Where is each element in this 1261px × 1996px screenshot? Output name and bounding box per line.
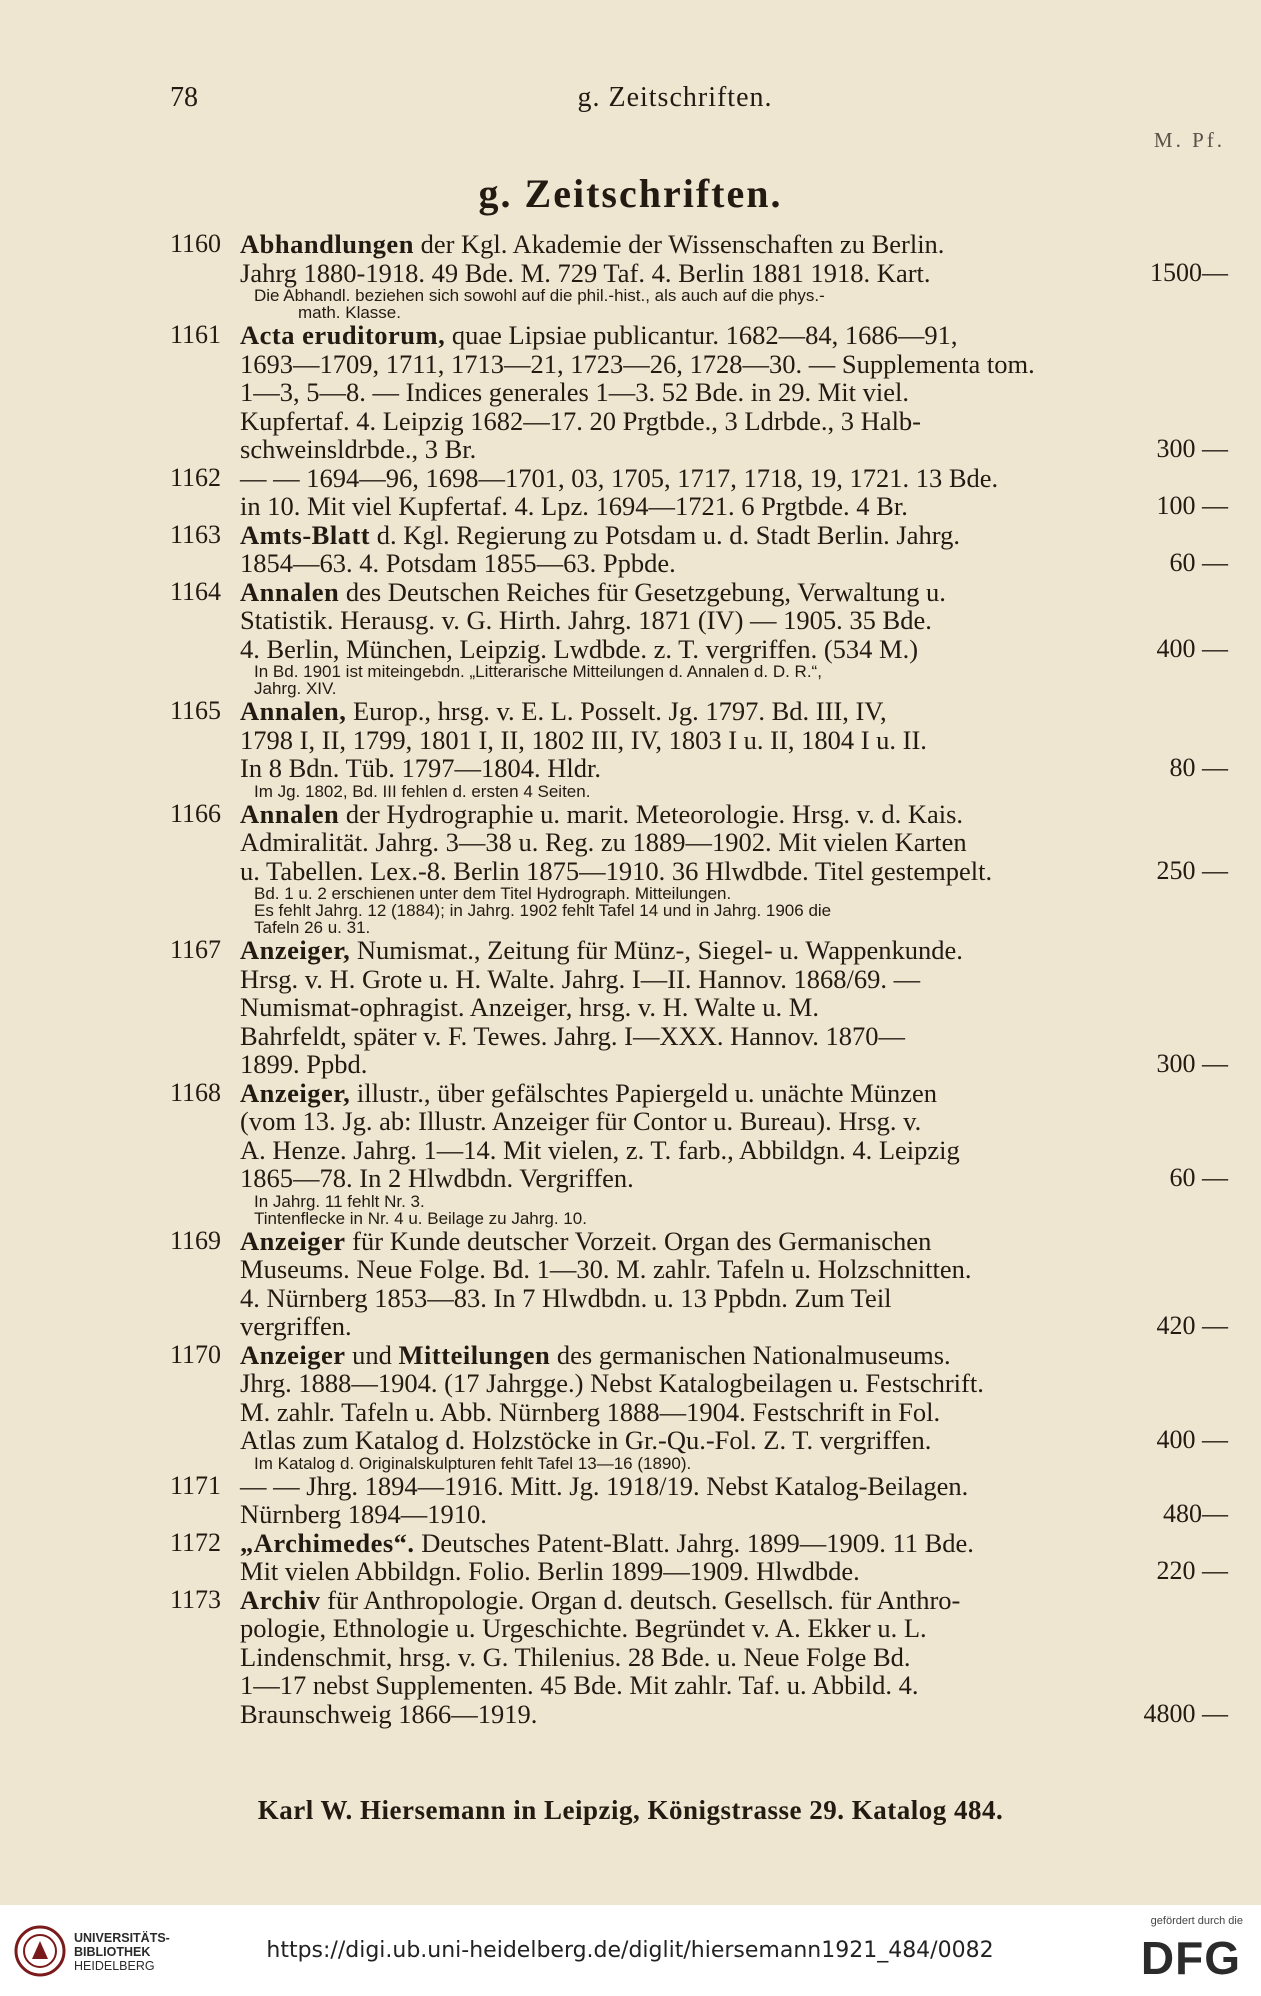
entry-number: 1166 (170, 798, 222, 828)
entry-text-line (240, 1398, 1228, 1427)
entry-text: (vom 13. Jg. ab: Illustr. Anzeiger für Contor u. Bureau). Hrsg. v. (240, 1106, 922, 1136)
entry-note: Es fehlt Jahrg. 12 (1884); in Jahrg. 1902 fehlt Tafel 14 und in Jahrg. 1906 die (254, 901, 832, 920)
entry-text: Jhrg. 1888—1904. (17 Jahrgge.) Nebst Katalogbeilagen u. Festschrift. (240, 1368, 984, 1398)
entry-text-line (240, 965, 1228, 994)
entry-text: Kupfertaf. 4. Leipzig 1682—17. 20 Prgtbde., 3 Ldrbde., 3 Halb- (240, 405, 922, 436)
entry-text-line (240, 321, 1228, 350)
entry-number: 1161 (170, 320, 222, 349)
catalog-entry (170, 521, 1228, 578)
entry-price: 480— (1163, 1499, 1228, 1528)
entry-text: Europ., hrsg. v. E. L. Posselt. Jg. 1797. Bd. III, IV, (346, 696, 887, 726)
entry-number: 1170 (170, 1339, 222, 1369)
entry-note: Im Jg. 1802, Bd. III fehlen d. ersten 4 Seiten. (254, 781, 591, 801)
entry-text-line (240, 936, 1228, 965)
entry-price: 250 — (1156, 855, 1228, 885)
entry-title: Anzeiger, (240, 1077, 351, 1108)
entry-text: Deutsches Patent-Blatt. Jahrg. 1899—1909. 11 Bde. (414, 1527, 974, 1558)
entry-text: für Kunde deutscher Vorzeit. Organ des Germanischen (345, 1225, 932, 1256)
entry-number: 1164 (170, 576, 222, 606)
entry-price: 420 — (1156, 1311, 1228, 1340)
running-head (170, 82, 1180, 114)
entry-note: Im Katalog d. Originalskulpturen fehlt Tafel 13—16 (1890). (254, 1453, 692, 1473)
entry-text-line (240, 726, 1228, 755)
entry-text-line (240, 800, 1228, 829)
catalog-entry (170, 464, 1228, 521)
entry-number: 1165 (170, 696, 222, 725)
entry-text-line (240, 578, 1228, 607)
entry-text-line (240, 754, 1228, 783)
entry-price: 60 — (1169, 548, 1228, 577)
entry-note: Tintenflecke in Nr. 4 u. Beilage zu Jahrg. 10. (254, 1208, 587, 1228)
entry-text: der Hydrographie u. marit. Meteorologie. Hrsg. v. d. Kais. (339, 798, 964, 829)
entry-text: quae Lipsiae publicantur. 1682—84, 1686—91, (445, 320, 958, 350)
entry-number: 1162 (170, 462, 222, 492)
entry-text-line (240, 1426, 1228, 1455)
entry-text: A. Henze. Jahrg. 1—14. Mit vielen, z. T. farb., Abbildgn. 4. Leipzig (240, 1134, 960, 1165)
entry-title: Archiv (240, 1584, 321, 1615)
entry-text-line (240, 635, 1228, 664)
entry-price: 1500— (1150, 257, 1228, 287)
entry-text: des Deutschen Reiches für Gesetzgebung, Verwaltung u. (339, 576, 946, 607)
entry-text: der Kgl. Akademie der Wissenschaften zu Berlin. (413, 229, 945, 259)
entry-text-line (240, 1500, 1228, 1529)
entry-price: 100 — (1156, 491, 1228, 520)
entry-text: 1899. Ppbd. (240, 1049, 368, 1079)
catalog-entry (170, 578, 1228, 698)
entry-text: 1—17 nebst Supplementen. 45 Bde. Mit zahlr. Taf. u. Abbild. 4. (240, 1670, 919, 1700)
entry-text-line (240, 1643, 1228, 1672)
funded-by-label: gefördert durch die (1150, 1915, 1243, 1927)
entry-text: In 8 Bdn. Tüb. 1797—1804. Hldr. (240, 753, 601, 783)
catalog-entry (170, 1586, 1228, 1729)
entry-title: Amts-Blatt (240, 519, 371, 550)
entry-price: 60 — (1169, 1163, 1228, 1192)
entry-text-line (240, 1312, 1228, 1341)
entry-number: 1171 (170, 1470, 222, 1500)
entry-number: 1172 (170, 1527, 222, 1557)
entry-note: In Jahrg. 11 fehlt Nr. 3. (254, 1191, 425, 1211)
catalog-entry (170, 697, 1228, 800)
entry-text: Museums. Neue Folge. Bd. 1—30. M. zahlr. Tafeln u. Holzschnitten. (240, 1254, 972, 1284)
entry-text: vergriffen. (240, 1311, 352, 1341)
entry-note: Die Abhandl. beziehen sich sowohl auf die phil.-hist., als auch auf die phys.- (254, 286, 825, 305)
permalink-url[interactable]: https://digi.ub.uni-heidelberg.de/diglit/hiersemann1921_484/0082 (266, 1938, 994, 1963)
entry-note: math. Klasse. (298, 303, 401, 322)
catalog-entry (170, 1529, 1228, 1586)
entry-text-line (240, 606, 1228, 635)
entry-text: 4. Berlin, München, Leipzig. Lwdbde. z. T. vergriffen. (534 M.) (240, 633, 919, 664)
entry-number: 1167 (170, 935, 222, 964)
entry-title: Mitteilungen (398, 1339, 551, 1370)
entry-text: und (345, 1339, 399, 1370)
entry-title: Anzeiger (240, 1225, 346, 1256)
entry-title: Annalen (240, 576, 340, 607)
entry-text: 1865—78. In 2 Hlwdbdn. Vergriffen. (240, 1163, 634, 1193)
entry-title: Anzeiger (240, 1339, 346, 1370)
entry-price: 4800 — (1143, 1698, 1228, 1728)
library-name-line-3: HEIDELBERG (74, 1959, 155, 1973)
entry-title: Annalen (240, 798, 340, 829)
entry-text: des germanischen Nationalmuseums. (550, 1339, 951, 1370)
entry-text-line (240, 1050, 1228, 1079)
entry-text-line (240, 1107, 1228, 1136)
entry-text: M. zahlr. Tafeln u. Abb. Nürnberg 1888—1904. Festschrift in Fol. (240, 1396, 941, 1427)
entry-text: schweinsldrbde., 3 Br. (240, 434, 477, 464)
entry-title: Anzeiger, (240, 935, 351, 965)
entry-text: 1798 I, II, 1799, 1801 I, II, 1802 III, IV, 1803 I u. II, 1804 I u. II. (240, 724, 927, 755)
entry-text: illustr., über gefälschtes Papiergeld u. unächte Münzen (350, 1077, 937, 1108)
catalog-entries (170, 230, 1228, 1728)
entry-text-line (240, 1614, 1228, 1643)
running-title: g. Zeitschriften. (577, 82, 773, 113)
entry-text-line (240, 407, 1228, 436)
entry-note: Tafeln 26 u. 31. (254, 918, 371, 937)
entry-text: Admiralität. Jahrg. 3—38 u. Reg. zu 1889—1902. Mit vielen Karten (240, 827, 967, 857)
entry-text-line (240, 1164, 1228, 1193)
entry-text: 1—3, 5—8. — Indices generales 1—3. 52 Bde. in 29. Mit viel. (240, 377, 910, 407)
entry-text-line (240, 1227, 1228, 1256)
entry-text: — — 1694—96, 1698—1701, 03, 1705, 1717, 1718, 19, 1721. 13 Bde. (240, 462, 999, 493)
entry-price: 300 — (1156, 1049, 1228, 1078)
catalog-entry (170, 800, 1228, 937)
publisher-footer: Karl W. Hiersemann in Leipzig, Königstrasse 29. Katalog 484. (257, 1795, 1004, 1825)
entry-text: u. Tabellen. Lex.-8. Berlin 1875—1910. 36 Hlwdbde. Titel gestempelt. (240, 855, 993, 886)
entry-text-line (240, 259, 1228, 288)
entry-text-line (240, 1341, 1228, 1370)
catalog-entry (170, 1472, 1228, 1529)
entry-text: Numismat-ophragist. Anzeiger, hrsg. v. H. Walte u. M. (240, 992, 819, 1022)
entry-text-line (240, 1671, 1228, 1700)
entry-price: 220 — (1156, 1556, 1228, 1585)
entry-text-line (240, 857, 1228, 886)
library-name-line-1: UNIVERSITÄTS- (74, 1931, 170, 1945)
entry-price: 80 — (1169, 753, 1228, 782)
library-name-line-2: BIBLIOTHEK (74, 1945, 151, 1959)
entry-text: für Anthropologie. Organ d. deutsch. Gesellsch. für Anthro- (320, 1584, 961, 1615)
entry-text-line (240, 1079, 1228, 1108)
entry-text: 1693—1709, 1711, 1713—21, 1723—26, 1728—30. — Supplementa tom. (240, 348, 1035, 379)
entry-price: 400 — (1156, 633, 1228, 663)
viewer-bottom-bar (0, 1905, 1261, 1996)
entry-text: Bahrfeldt, später v. F. Tewes. Jahrg. I—XXX. Hannov. 1870— (240, 1020, 906, 1051)
dfg-logo: DFG (1140, 1932, 1241, 1984)
entry-note: Jahrg. XIV. (254, 679, 337, 698)
entry-text-line (240, 1700, 1228, 1729)
entry-text: Statistik. Herausg. v. G. Hirth. Jahrg. 1871 (IV) — 1905. 35 Bde. (240, 605, 932, 635)
entry-text: 1854—63. 4. Potsdam 1855—63. Ppbde. (240, 548, 676, 578)
entry-text-line (240, 1136, 1228, 1165)
library-name (74, 1931, 170, 1973)
entry-note: Bd. 1 u. 2 erschienen unter dem Titel Hydrograph. Mitteilungen. (254, 884, 732, 903)
entry-number: 1168 (170, 1077, 222, 1107)
entry-note: In Bd. 1901 ist miteingebdn. „Litterarische Mitteilungen d. Annalen d. D. R.“, (254, 662, 822, 681)
catalog-entry (170, 1227, 1228, 1341)
entry-text-line (240, 1586, 1228, 1615)
entry-text-line (240, 1529, 1228, 1558)
entry-text-line (240, 549, 1228, 578)
entry-text: d. Kgl. Regierung zu Potsdam u. d. Stadt Berlin. Jahrg. (370, 519, 960, 550)
entry-price: 300 — (1156, 434, 1228, 463)
entry-number: 1169 (170, 1225, 222, 1255)
entry-text: Mit vielen Abbildgn. Folio. Berlin 1899—1909. Hlwdbde. (240, 1556, 860, 1586)
entry-text-line (240, 828, 1228, 857)
heidelberg-university-seal-icon (14, 1925, 66, 1977)
catalog-entry (170, 230, 1228, 321)
entry-text-line (240, 230, 1228, 259)
entry-text-line (240, 1557, 1228, 1586)
entry-text: Numismat., Zeitung für Münz-, Siegel- u. Wappenkunde. (350, 935, 963, 965)
catalog-entry (170, 1341, 1228, 1472)
entry-number: 1163 (170, 519, 222, 549)
entry-text: Hrsg. v. H. Grote u. H. Walte. Jahrg. I—II. Hannov. 1868/69. — (240, 963, 921, 994)
section-title: g. Zeitschriften. (478, 171, 783, 216)
entry-text-line (240, 492, 1228, 521)
entry-text-line (240, 697, 1228, 726)
entry-text: Braunschweig 1866—1919. (240, 1698, 538, 1729)
page-number: 78 (170, 82, 198, 113)
entry-text-line (240, 1022, 1228, 1051)
entry-price: 400 — (1156, 1425, 1228, 1454)
catalog-entry (170, 936, 1228, 1079)
catalog-entry (170, 1079, 1228, 1227)
entry-text-line (240, 521, 1228, 550)
catalog-entry (170, 321, 1228, 464)
entry-number: 1160 (170, 229, 222, 258)
entry-title: „Archimedes“. (240, 1527, 415, 1558)
entry-title: Abhandlungen (240, 229, 414, 259)
entry-title: Acta eruditorum, (240, 320, 446, 350)
entry-text-line (240, 1284, 1228, 1313)
currency-column-header: M. Pf. (1153, 128, 1225, 152)
entry-text: pologie, Ethnologie u. Urgeschichte. Begründet v. A. Ekker u. L. (240, 1613, 927, 1643)
entry-text: Nürnberg 1894—1910. (240, 1499, 487, 1529)
entry-text-line (240, 1472, 1228, 1501)
entry-text: — — Jhrg. 1894—1916. Mitt. Jg. 1918/19. Nebst Katalog-Beilagen. (240, 1470, 969, 1501)
entry-text: Atlas zum Katalog d. Holzstöcke in Gr.-Qu.-Fol. Z. T. vergriffen. (240, 1425, 932, 1455)
entry-text: in 10. Mit viel Kupfertaf. 4. Lpz. 1694—1721. 6 Prgtbde. 4 Br. (240, 491, 908, 521)
entry-text: Jahrg 1880-1918. 49 Bde. M. 729 Taf. 4. Berlin 1881 1918. Kart. (240, 257, 931, 288)
entry-text-line (240, 350, 1228, 379)
entry-text-line (240, 1369, 1228, 1398)
entry-text-line (240, 378, 1228, 407)
entry-text: Lindenschmit, hrsg. v. G. Thilenius. 28 Bde. u. Neue Folge Bd. (240, 1641, 911, 1672)
entry-text-line (240, 464, 1228, 493)
entry-title: Annalen, (240, 696, 347, 726)
entry-number: 1173 (170, 1584, 222, 1614)
entry-text-line (240, 993, 1228, 1022)
entry-text-line (240, 435, 1228, 464)
entry-text-line (240, 1255, 1228, 1284)
entry-text: 4. Nürnberg 1853—83. In 7 Hlwdbdn. u. 13 Ppbdn. Zum Teil (240, 1282, 892, 1313)
